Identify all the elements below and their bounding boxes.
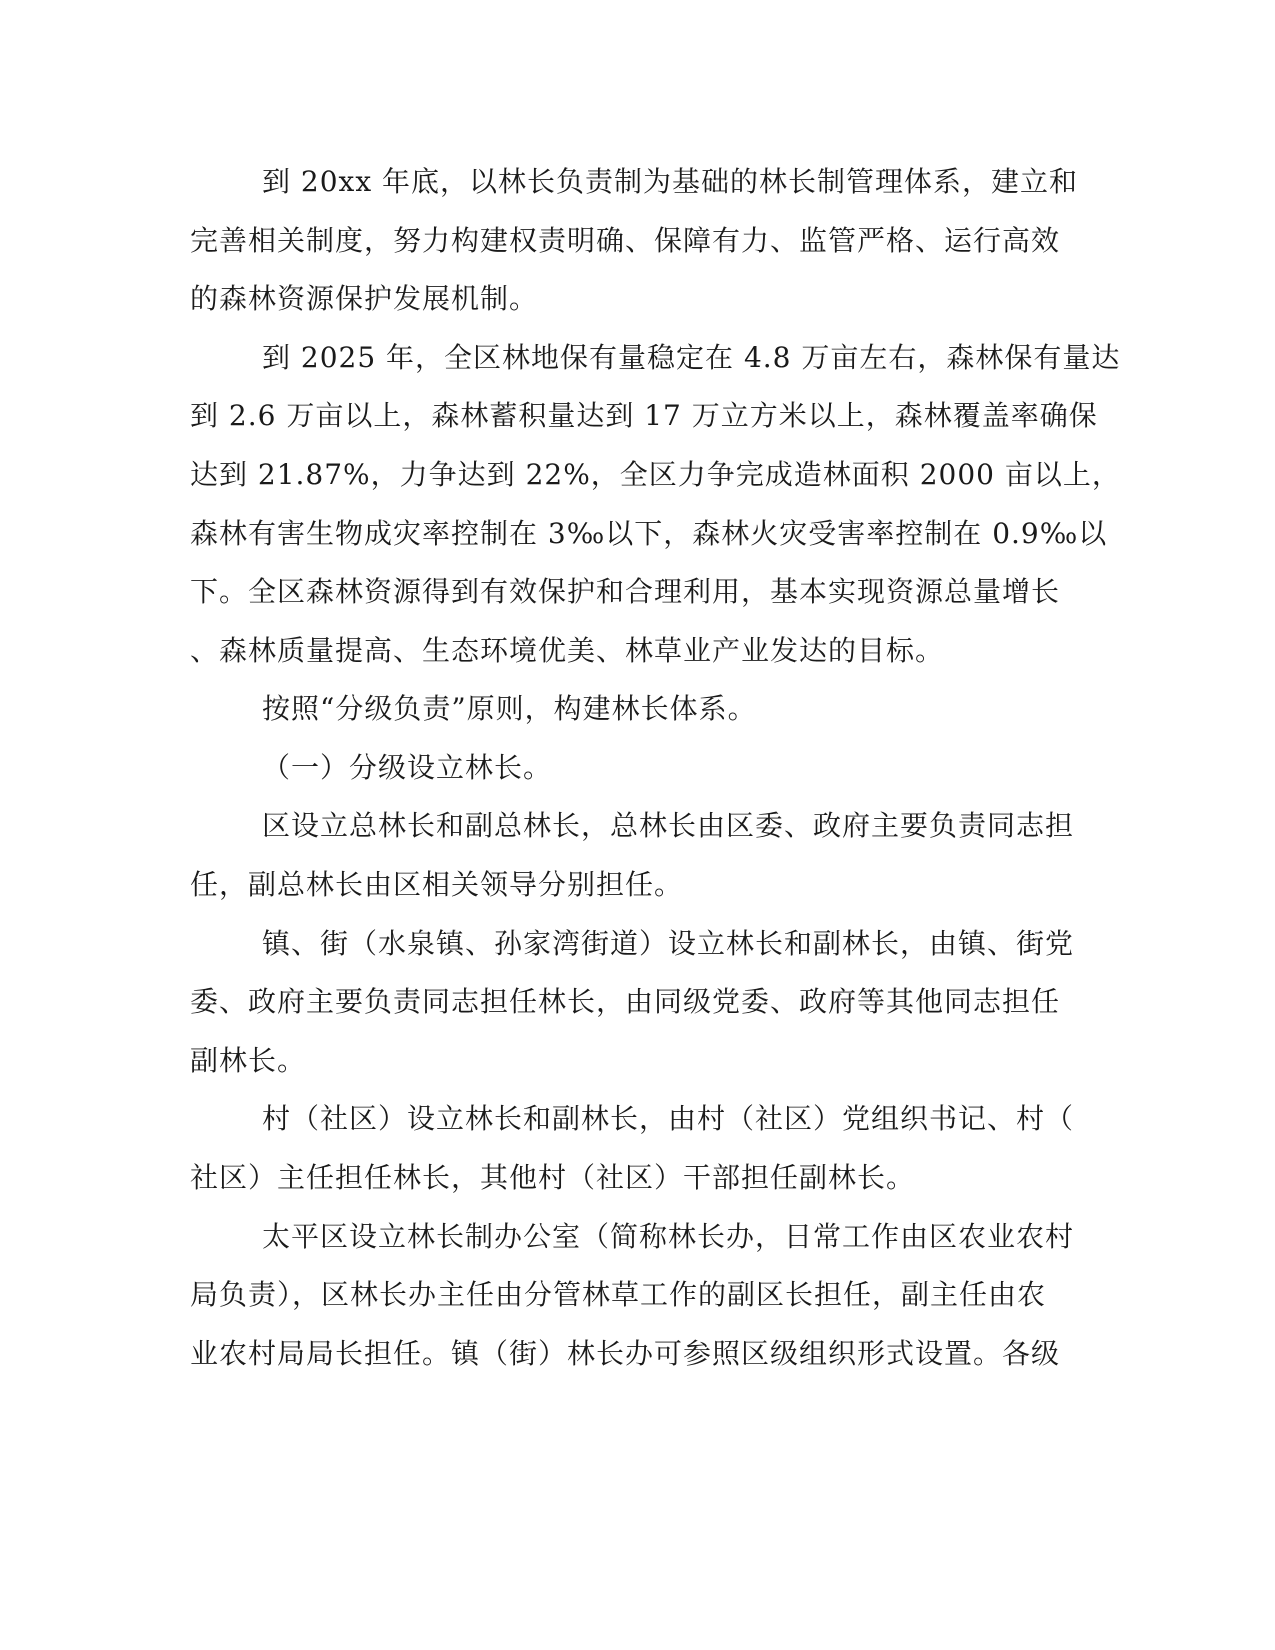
text-line: 到 2025 年，全区林地保有量稳定在 4.8 万亩左右，森林保有量达 [262, 341, 1121, 374]
text-line: 、森林质量提高、生态环境优美、林草业产业发达的目标。 [190, 634, 945, 667]
text-line: 到 2.6 万亩以上，森林蓄积量达到 17 万立方米以上，森林覆盖率确保 [190, 399, 1098, 432]
text-line: 任，副总林长由区相关领导分别担任。 [190, 868, 684, 901]
text-line: 完善相关制度，努力构建权责明确、保障有力、监管严格、运行高效 [190, 224, 1061, 257]
text-line: 委、政府主要负责同志担任林长，由同级党委、政府等其他同志担任 [190, 985, 1061, 1018]
text-line: 到 20xx 年底，以林长负责制为基础的林长制管理体系，建立和 [262, 165, 1079, 198]
text-line: 村（社区）设立林长和副林长，由村（社区）党组织书记、村（ [262, 1102, 1075, 1135]
text-line: 下。全区森林资源得到有效保护和合理利用，基本实现资源总量增长 [190, 575, 1061, 608]
text-line: 业农村局局长担任。镇（街）林长办可参照区级组织形式设置。各级 [190, 1337, 1061, 1370]
text-line: 森林有害生物成灾率控制在 3‰以下，森林火灾受害率控制在 0.9‰以 [190, 517, 1108, 550]
text-line: 太平区设立林长制办公室（简称林长办，日常工作由区农业农村 [262, 1220, 1075, 1253]
text-line: 镇、街（水泉镇、孙家湾街道）设立林长和副林长，由镇、街党 [262, 927, 1075, 960]
text-line: 按照“分级负责”原则，构建林长体系。 [262, 692, 757, 725]
text-line: 的森林资源保护发展机制。 [190, 282, 539, 315]
text-line: 副林长。 [190, 1044, 307, 1077]
section-heading: （一）分级设立林长。 [262, 751, 553, 784]
text-line: 局负责），区林长办主任由分管林草工作的副区长担任，副主任由农 [190, 1278, 1047, 1311]
text-line: 达到 21.87%，力争达到 22%，全区力争完成造林面积 2000 亩以上， [190, 458, 1121, 491]
text-line: 区设立总林长和副总林长，总林长由区委、政府主要负责同志担 [262, 809, 1075, 842]
text-line: 社区）主任担任林长，其他村（社区）干部担任副林长。 [190, 1161, 916, 1194]
